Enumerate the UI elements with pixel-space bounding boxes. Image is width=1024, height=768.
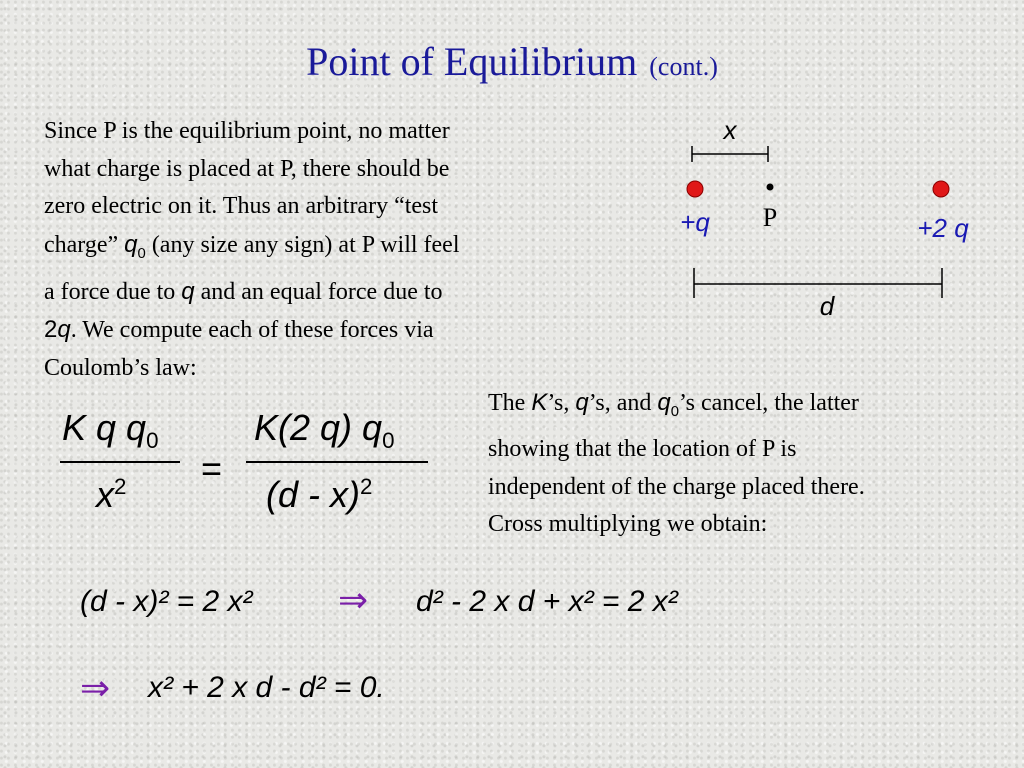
para-text: a force due to xyxy=(44,278,182,305)
para-line: Since P is the equilibrium point, no matter xyxy=(44,118,450,144)
right-charge-dot xyxy=(933,181,949,197)
right-charge-label: +2 q xyxy=(917,213,969,243)
rhs-denominator-text: (d - x) xyxy=(266,474,360,515)
d-label: d xyxy=(819,291,835,321)
k-symbol: K xyxy=(531,389,548,416)
intro-paragraph xyxy=(44,113,599,387)
q-symbol: q xyxy=(57,316,71,344)
explanation-line xyxy=(488,384,1008,431)
lhs-denominator xyxy=(96,474,126,516)
para-line xyxy=(44,311,599,350)
para-line: what charge is placed at P, there should be xyxy=(44,155,450,182)
rhs-numerator-text: K(2 q) q xyxy=(254,407,383,448)
explanation-line: independent of the charge placed there. xyxy=(488,473,865,500)
x-label: x xyxy=(723,115,737,145)
left-charge-label: +q xyxy=(680,207,710,237)
lhs-numerator-text: K q q xyxy=(62,407,147,448)
two-symbol: 2 xyxy=(44,316,58,344)
q0-symbol: q xyxy=(124,230,138,258)
explanation-text: The xyxy=(488,390,532,416)
rhs-denominator xyxy=(266,474,372,516)
left-charge-dot xyxy=(687,181,703,197)
charge-diagram xyxy=(660,110,980,330)
para-text: and an equal force due to xyxy=(194,278,443,305)
title-text: Point of Equilibrium xyxy=(306,39,638,84)
explanation-line: showing that the location of P is xyxy=(488,436,797,463)
implies-arrow-icon: ⇒ xyxy=(338,580,369,621)
q-symbol: q xyxy=(181,277,195,305)
point-p-dot xyxy=(767,184,774,191)
explanation-paragraph xyxy=(488,384,1008,544)
implies-arrow-icon: ⇒ xyxy=(80,668,111,709)
title-suffix: (cont.) xyxy=(649,52,718,81)
q0-subscript: 0 xyxy=(137,245,146,262)
slide-title xyxy=(0,38,1024,85)
lhs-fraction-bar xyxy=(60,461,180,463)
para-line: Coulomb’s law: xyxy=(44,354,197,381)
lhs-denominator-text: x xyxy=(96,474,114,515)
para-line xyxy=(44,226,599,273)
rhs-numerator-sub: 0 xyxy=(382,428,395,454)
rhs-denominator-sup: 2 xyxy=(360,474,373,499)
explanation-text: ’s cancel, the latter xyxy=(679,390,859,416)
explanation-text: ’s, xyxy=(547,390,576,416)
q0-subscript: 0 xyxy=(670,403,680,420)
para-line: zero electric on it. Thus an arbitrary “test xyxy=(44,193,439,219)
lhs-numerator xyxy=(62,407,158,454)
equation-2: x² + 2 x d - d² = 0. xyxy=(148,671,385,704)
equation-1-lhs: (d - x)² = 2 x² xyxy=(80,585,253,618)
rhs-fraction-bar xyxy=(246,461,428,463)
equation-1-rhs: d² - 2 x d + x² = 2 x² xyxy=(416,585,678,618)
para-line xyxy=(44,273,599,312)
q0-symbol: q xyxy=(657,389,671,416)
rhs-numerator xyxy=(254,407,394,454)
lhs-numerator-sub: 0 xyxy=(146,428,159,454)
lhs-denominator-sup: 2 xyxy=(114,474,127,499)
para-text: . We compute each of these forces via xyxy=(70,317,434,344)
para-text: (any size any sign) at P will feel xyxy=(145,231,460,258)
explanation-text: ’s, and xyxy=(588,390,658,416)
explanation-line: Cross multiplying we obtain: xyxy=(488,511,768,538)
point-p-label: P xyxy=(762,203,778,232)
para-text: charge” xyxy=(44,231,125,258)
equals-sign: = xyxy=(201,448,223,489)
q-symbol: q xyxy=(575,389,589,416)
